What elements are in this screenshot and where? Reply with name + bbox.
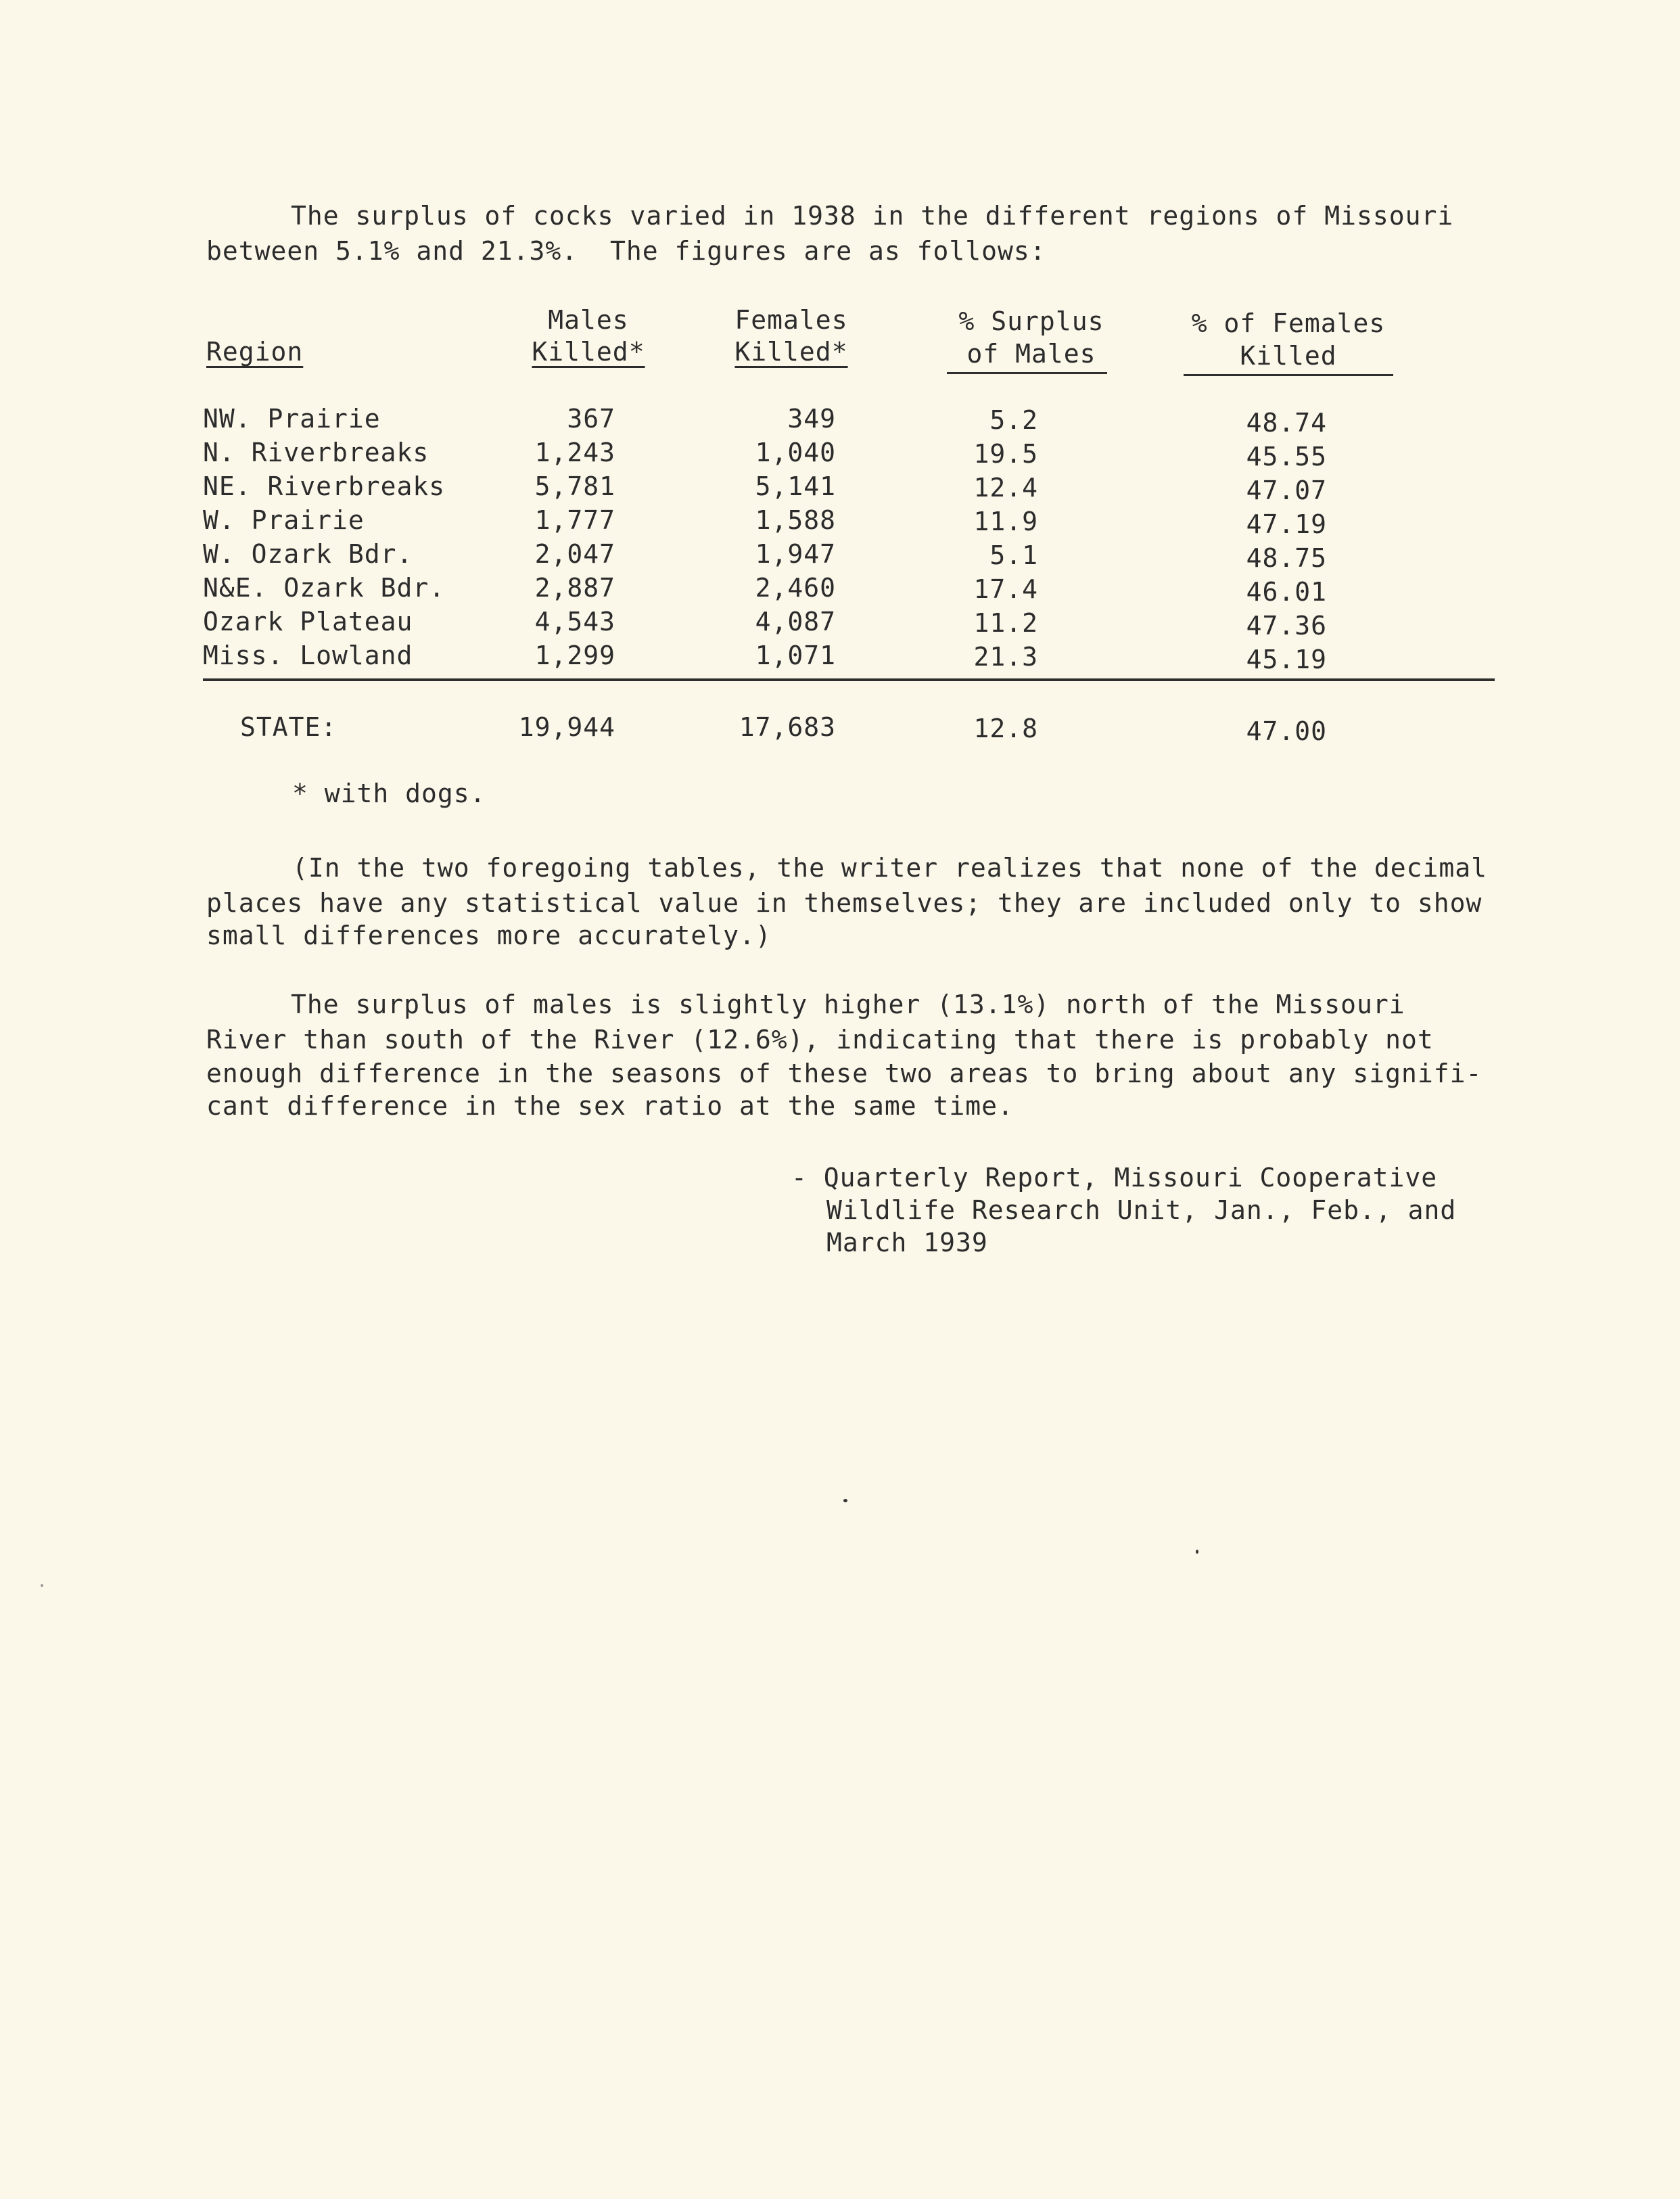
row-pct: 45.19 [1246, 645, 1327, 674]
row-surplus: 11.9 [973, 507, 1038, 536]
paragraph-2-line-4: cant difference in the sex ratio at the same time. [206, 1091, 1014, 1121]
total-females: 17,683 [739, 712, 836, 742]
intro-line-1: The surplus of cocks varied in 1938 in the different regions of Missouri [291, 201, 1454, 231]
row-pct: 45.55 [1246, 442, 1327, 471]
citation-line-1: - Quarterly Report, Missouri Cooperative [791, 1163, 1438, 1193]
total-label: STATE: [240, 712, 337, 742]
row-surplus: 12.4 [973, 473, 1038, 503]
paragraph-1-line-3: small differences more accurately.) [206, 921, 772, 950]
total-pct: 47.00 [1246, 716, 1327, 746]
footnote: * with dogs. [292, 779, 486, 808]
row-females: 5,141 [755, 471, 836, 501]
row-pct: 48.74 [1246, 408, 1327, 438]
row-females: 1,588 [755, 505, 836, 535]
header-pct-underline [1184, 374, 1393, 376]
row-region: W. Prairie [203, 505, 365, 535]
header-region: Region [206, 337, 304, 367]
header-surplus-underline [947, 372, 1107, 374]
paragraph-1-line-2: places have any statistical value in themselves; they are included only to show [206, 888, 1483, 918]
row-males: 1,243 [534, 438, 615, 467]
paper-speck [843, 1499, 847, 1502]
paragraph-1-line-1: (In the two foregoing tables, the writer realizes that none of the decimal [292, 853, 1487, 883]
header-surplus-line2: of Males [966, 339, 1096, 369]
row-pct: 47.19 [1246, 509, 1327, 539]
header-pct-line1: % of Females [1191, 308, 1386, 338]
paragraph-2-line-2: River than south of the River (12.6%), indicating that there is probably not [206, 1025, 1434, 1055]
row-region: NW. Prairie [203, 404, 381, 434]
intro-line-2: between 5.1% and 21.3%. The figures are as follows: [206, 236, 1046, 266]
header-females-line1: Females [734, 305, 848, 335]
header-females-line2: Killed* [734, 337, 848, 367]
row-surplus: 17.4 [973, 574, 1038, 604]
row-region: NE. Riverbreaks [203, 471, 446, 501]
header-pct-line2: Killed [1240, 341, 1337, 371]
row-region: N&E. Ozark Bdr. [203, 573, 446, 603]
row-males: 1,299 [534, 641, 615, 670]
total-surplus: 12.8 [973, 714, 1038, 743]
row-males: 5,781 [534, 471, 615, 501]
paper-speck [41, 1584, 43, 1587]
row-region: Ozark Plateau [203, 607, 413, 636]
row-females: 1,947 [755, 539, 836, 569]
total-males: 19,944 [518, 712, 615, 742]
row-females: 2,460 [755, 573, 836, 603]
row-region: N. Riverbreaks [203, 438, 429, 467]
row-females: 4,087 [755, 607, 836, 636]
row-pct: 47.36 [1246, 611, 1327, 641]
header-males-line2: Killed* [532, 337, 645, 367]
row-males: 367 [567, 404, 615, 434]
row-surplus: 5.1 [989, 540, 1038, 570]
row-males: 4,543 [534, 607, 615, 636]
row-males: 1,777 [534, 505, 615, 535]
citation-line-3: March 1939 [826, 1228, 988, 1257]
row-surplus: 21.3 [973, 642, 1038, 672]
paragraph-2-line-1: The surplus of males is slightly higher (13.1%) north of the Missouri [291, 990, 1405, 1019]
header-surplus-line1: % Surplus [958, 306, 1104, 336]
row-pct: 46.01 [1246, 577, 1327, 607]
paragraph-2-line-3: enough difference in the seasons of these two areas to bring about any signifi- [206, 1059, 1483, 1088]
row-females: 1,071 [755, 641, 836, 670]
paper-speck [1196, 1550, 1198, 1554]
row-surplus: 11.2 [973, 608, 1038, 638]
citation-line-2: Wildlife Research Unit, Jan., Feb., and [826, 1195, 1457, 1225]
row-pct: 48.75 [1246, 543, 1327, 573]
row-males: 2,887 [534, 573, 615, 603]
row-surplus: 19.5 [973, 439, 1038, 469]
row-pct: 47.07 [1246, 476, 1327, 505]
row-females: 349 [787, 404, 836, 434]
table-total-rule [203, 678, 1495, 681]
row-males: 2,047 [534, 539, 615, 569]
row-region: Miss. Lowland [203, 641, 413, 670]
row-females: 1,040 [755, 438, 836, 467]
row-surplus: 5.2 [989, 405, 1038, 435]
header-males-line1: Males [548, 305, 629, 335]
row-region: W. Ozark Bdr. [203, 539, 413, 569]
